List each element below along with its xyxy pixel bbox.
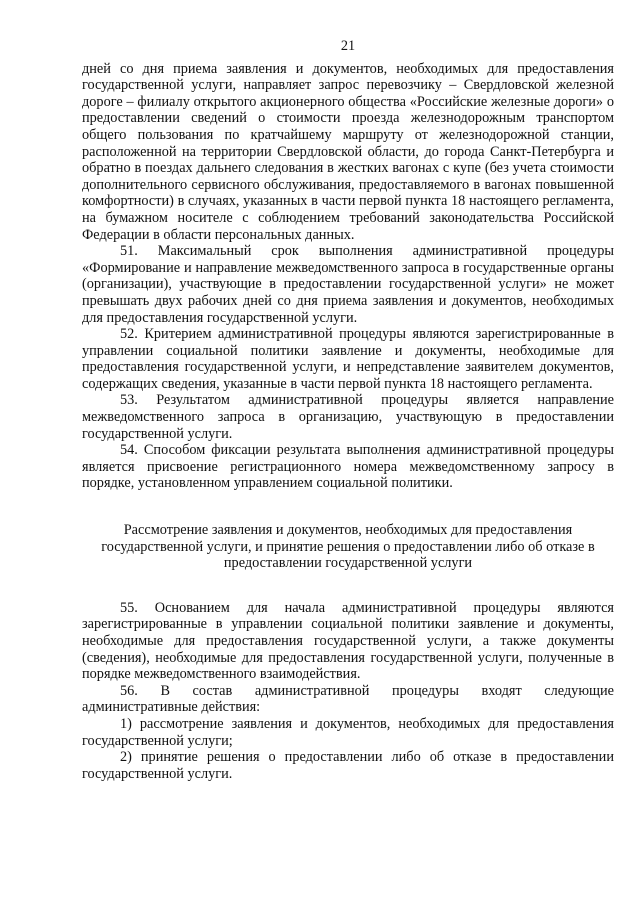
paragraph-54: 54. Способом фиксации результата выполнения административной процедуры является присвоение регистрационного номера межведомственному запросу в порядке, установленном управлением социальной политики. <box>82 442 614 492</box>
list-item-1: 1) рассмотрение заявления и документов, необходимых для предоставления государственной услуги; <box>82 715 614 749</box>
list-item-2: 2) принятие решения о предоставлении либо об отказе в предоставлении государственной услуги. <box>82 749 614 782</box>
paragraph-52: 52. Критерием административной процедуры являются зарегистрированные в управлении социальной политики заявление и документы, необходимые для предоставления государственной услуги, и непредставление заявителем документов, содержащих сведения, указанные в части первой пункта 18 настоящего регламента. <box>82 326 614 392</box>
document-page <box>82 38 614 782</box>
paragraph-51: 51. Максимальный срок выполнения административной процедуры «Формирование и направление межведомственного запроса в государственные органы (организации), участвующие в предоставлении государственной услуги» не может превышать двух рабочих дней со дня приема заявления и документов, необходимых для предоставления государственной услуги. <box>82 243 614 326</box>
page-number: 21 <box>340 38 356 54</box>
section-heading: Рассмотрение заявления и документов, необходимых для предоставления государственной услуги, и принятие решения о предоставлении либо об отказе в предоставлении государственной услуги <box>101 522 595 572</box>
paragraph-53: 53. Результатом административной процедуры является направление межведомственного запроса в организацию, участвующую в предоставлении государственной услуги. <box>82 392 614 442</box>
paragraph-56: 56. В состав административной процедуры входят следующие административные действия: <box>82 682 614 716</box>
paragraph-continuation: дней со дня приема заявления и документов, необходимых для предоставления государственной услуги, направляет запрос перевозчику – Свердловской железной дороге – филиалу открытого акционерного общества «Российские железные дороги» о предоставлении сведений о стоимости проезда железнодорожным транспортом общего пользования по кратчайшему маршруту от железнодорожной станции, расположенной на территории Свердловской области, до города Санкт-Петербурга и обратно в поездах дальнего следования в жестких вагонах с купе (без учета стоимости дополнительного сервисного обслуживания, предоставляемого в вагонах повышенной комфортности) в случаях, указанных в части первой пункта 18 настоящего регламента, на бумажном носителе с соблюдением требований законодательства Российской Федерации в области персональных данных. <box>82 60 614 243</box>
paragraph-55: 55. Основанием для начала административной процедуры являются зарегистрированные в управлении социальной политики заявление и документы, необходимые для предоставления государственной услуги, а также документы (сведения), необходимые для предоставления государственной услуги, полученные в порядке межведомственного взаимодействия. <box>82 599 614 683</box>
